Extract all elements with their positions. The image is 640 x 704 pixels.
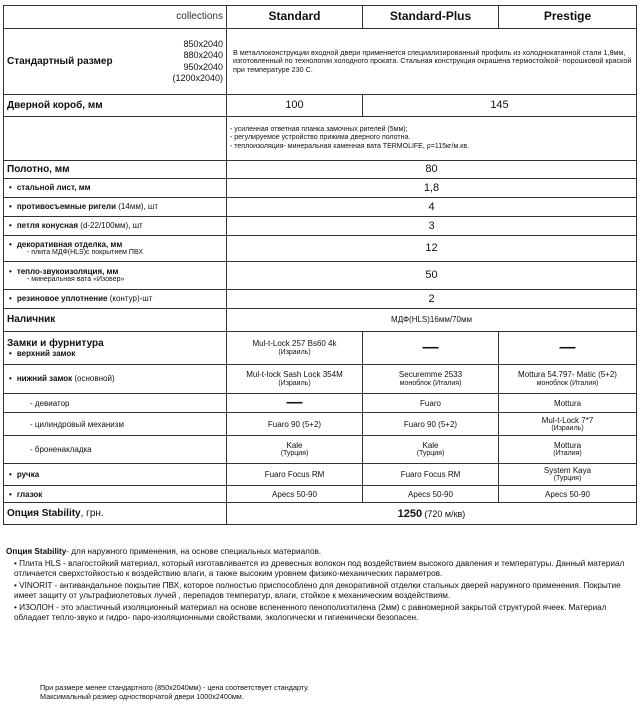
size-description: В металлоконструкции входной двери применяется специализированный профиль из холоднокатанной стали 1,8мм, изготовленный по технологии холодного проката. Стальная конструкция окрашена термостойкой- порошковой краской при температуре 230 С. [227,29,637,95]
panel-value: 80 [227,161,637,179]
armor-prestige: Mottura (Италия) [499,436,637,464]
peephole-label: • глазок [4,486,227,503]
cylinder-plus: Fuaro 90 (5+2) [363,413,499,436]
casing-value: МДФ(HLS)16мм/70мм [227,309,637,332]
size-label: Стандартный размер [7,55,113,67]
steel-sheet-value: 1,8 [227,179,637,198]
hinge-value: 3 [227,217,637,236]
column-standard: Standard [227,6,363,29]
notes-section [6,547,634,624]
frame-plus-prestige-value: 145 [363,95,637,117]
handle-prestige: System Kaya (Турция) [499,464,637,486]
bolts-label: • противосъемные ригели (14мм), шт [4,198,227,217]
armor-label: - броненакладка [4,436,227,464]
cylinder-prestige: Mul-t-Lock 7*7 (Израиль) [499,413,637,436]
seal-label: • резиновое уплотнение (контур)-шт [4,290,227,309]
handle-standard: Fuaro Focus RM [227,464,363,486]
size-cell [4,29,227,95]
latch-label: - девиатор [4,394,227,413]
footer [40,683,309,702]
collections-label: collections [4,6,227,29]
peephole-prestige: Apecs 50-90 [499,486,637,503]
frame-label: Дверной короб, мм [4,95,227,117]
specification-table [3,5,637,525]
lower-lock-plus: Securemme 2533 моноблок (Италия) [363,365,499,394]
option-label: Опция Stability, грн. [4,503,227,525]
insulation-label: • тепло-звукоизоляция, мм - минеральная вата «Изовер» [4,262,227,290]
hinge-label: • петля конусная (d-22/100мм), шт [4,217,227,236]
seal-value: 2 [227,290,637,309]
decor-value: 12 [227,236,637,262]
option-price: 1250 (720 м/кв) [227,503,637,525]
armor-plus: Kale (Турция) [363,436,499,464]
lower-lock-standard: Mul-t-lock Sash Lock 354M (Израиль) [227,365,363,394]
note-hls: • Плита HLS - влагостойкий материал, который изготавливается из древесных волокон под воздействием высокого давления и температуры. Данный материал отличается сверхстойкостью к воздействию влаги, а также высоким уровнем физико-механических параметров. [14,558,625,578]
peephole-plus: Apecs 50-90 [363,486,499,503]
handle-label: • ручка [4,464,227,486]
upper-lock-standard: Mul-t-Lock 257 Bs60 4k (Израиль) [227,332,363,365]
peephole-standard: Apecs 50-90 [227,486,363,503]
locks-label: Замки и фурнитура • верхний замок [4,332,227,365]
lower-lock-label: • нижний замок (основной) [4,365,227,394]
decor-label: • декоративная отделка, мм - плита МДФ(HLS)с покрытием ПВХ [4,236,227,262]
cylinder-standard: Fuaro 90 (5+2) [227,413,363,436]
bolts-value: 4 [227,198,637,217]
notes-intro: Опция Stability- для наружного применения, на основе специальных материалов. [6,547,322,556]
frame-standard-value: 100 [227,95,363,117]
column-standard-plus: Standard-Plus [363,6,499,29]
handle-plus: Fuaro Focus RM [363,464,499,486]
upper-lock-prestige: — [499,332,637,365]
frame-notes: - усиленная ответная планка замочных ригелей (5мм); - регулируемое устройство прижима дверного полотна. - теплоизоляция- минеральная каменная вата TERMOLIFE, ρ=115кг/м.кв. [227,117,637,161]
note-vinorit: • VINORIT - антивандальное покрытие ПВХ, которое полностью приспособлено для декоративной отделки стальных дверей наружного применения. Покрытие имеет защиту от ультрафиолетовых лучей , перепадов температур, влаги, стойкое к механическим воздействиям. [14,580,621,600]
steel-sheet-label: • стальной лист, мм [4,179,227,198]
size-values: 850x2040 880x2040 950x2040 (1200x2040) [172,39,223,83]
upper-lock-plus: — [363,332,499,365]
lower-lock-prestige: Mottura 54.797- Matic (5+2) моноблок (Италия) [499,365,637,394]
panel-label: Полотно, мм [4,161,227,179]
latch-prestige: Mottura [499,394,637,413]
note-izolon: • ИЗОЛОН - это эластичный изоляционный материал на основе вспененного пенополиэтилена (2мм) с равномерной закрытой структурой ячеек. Материал обладает тепло-звуко и гидро- паро-изоляционными свойствами, экологически и гигиенически безопасен. [14,602,607,622]
latch-standard: — [227,394,363,413]
footer-line-1: При размере менее стандартного (850х2040мм) - цена соответствует стандарту. [40,683,310,692]
armor-standard: Kale (Турция) [227,436,363,464]
casing-label: Наличник [4,309,227,332]
column-prestige: Prestige [499,6,637,29]
insulation-value: 50 [227,262,637,290]
footer-line-2: Максимальный размер одностворчатой двери 1000х2400мм. [40,692,244,702]
cylinder-label: - цилиндровый механизм [4,413,227,436]
latch-plus: Fuaro [363,394,499,413]
